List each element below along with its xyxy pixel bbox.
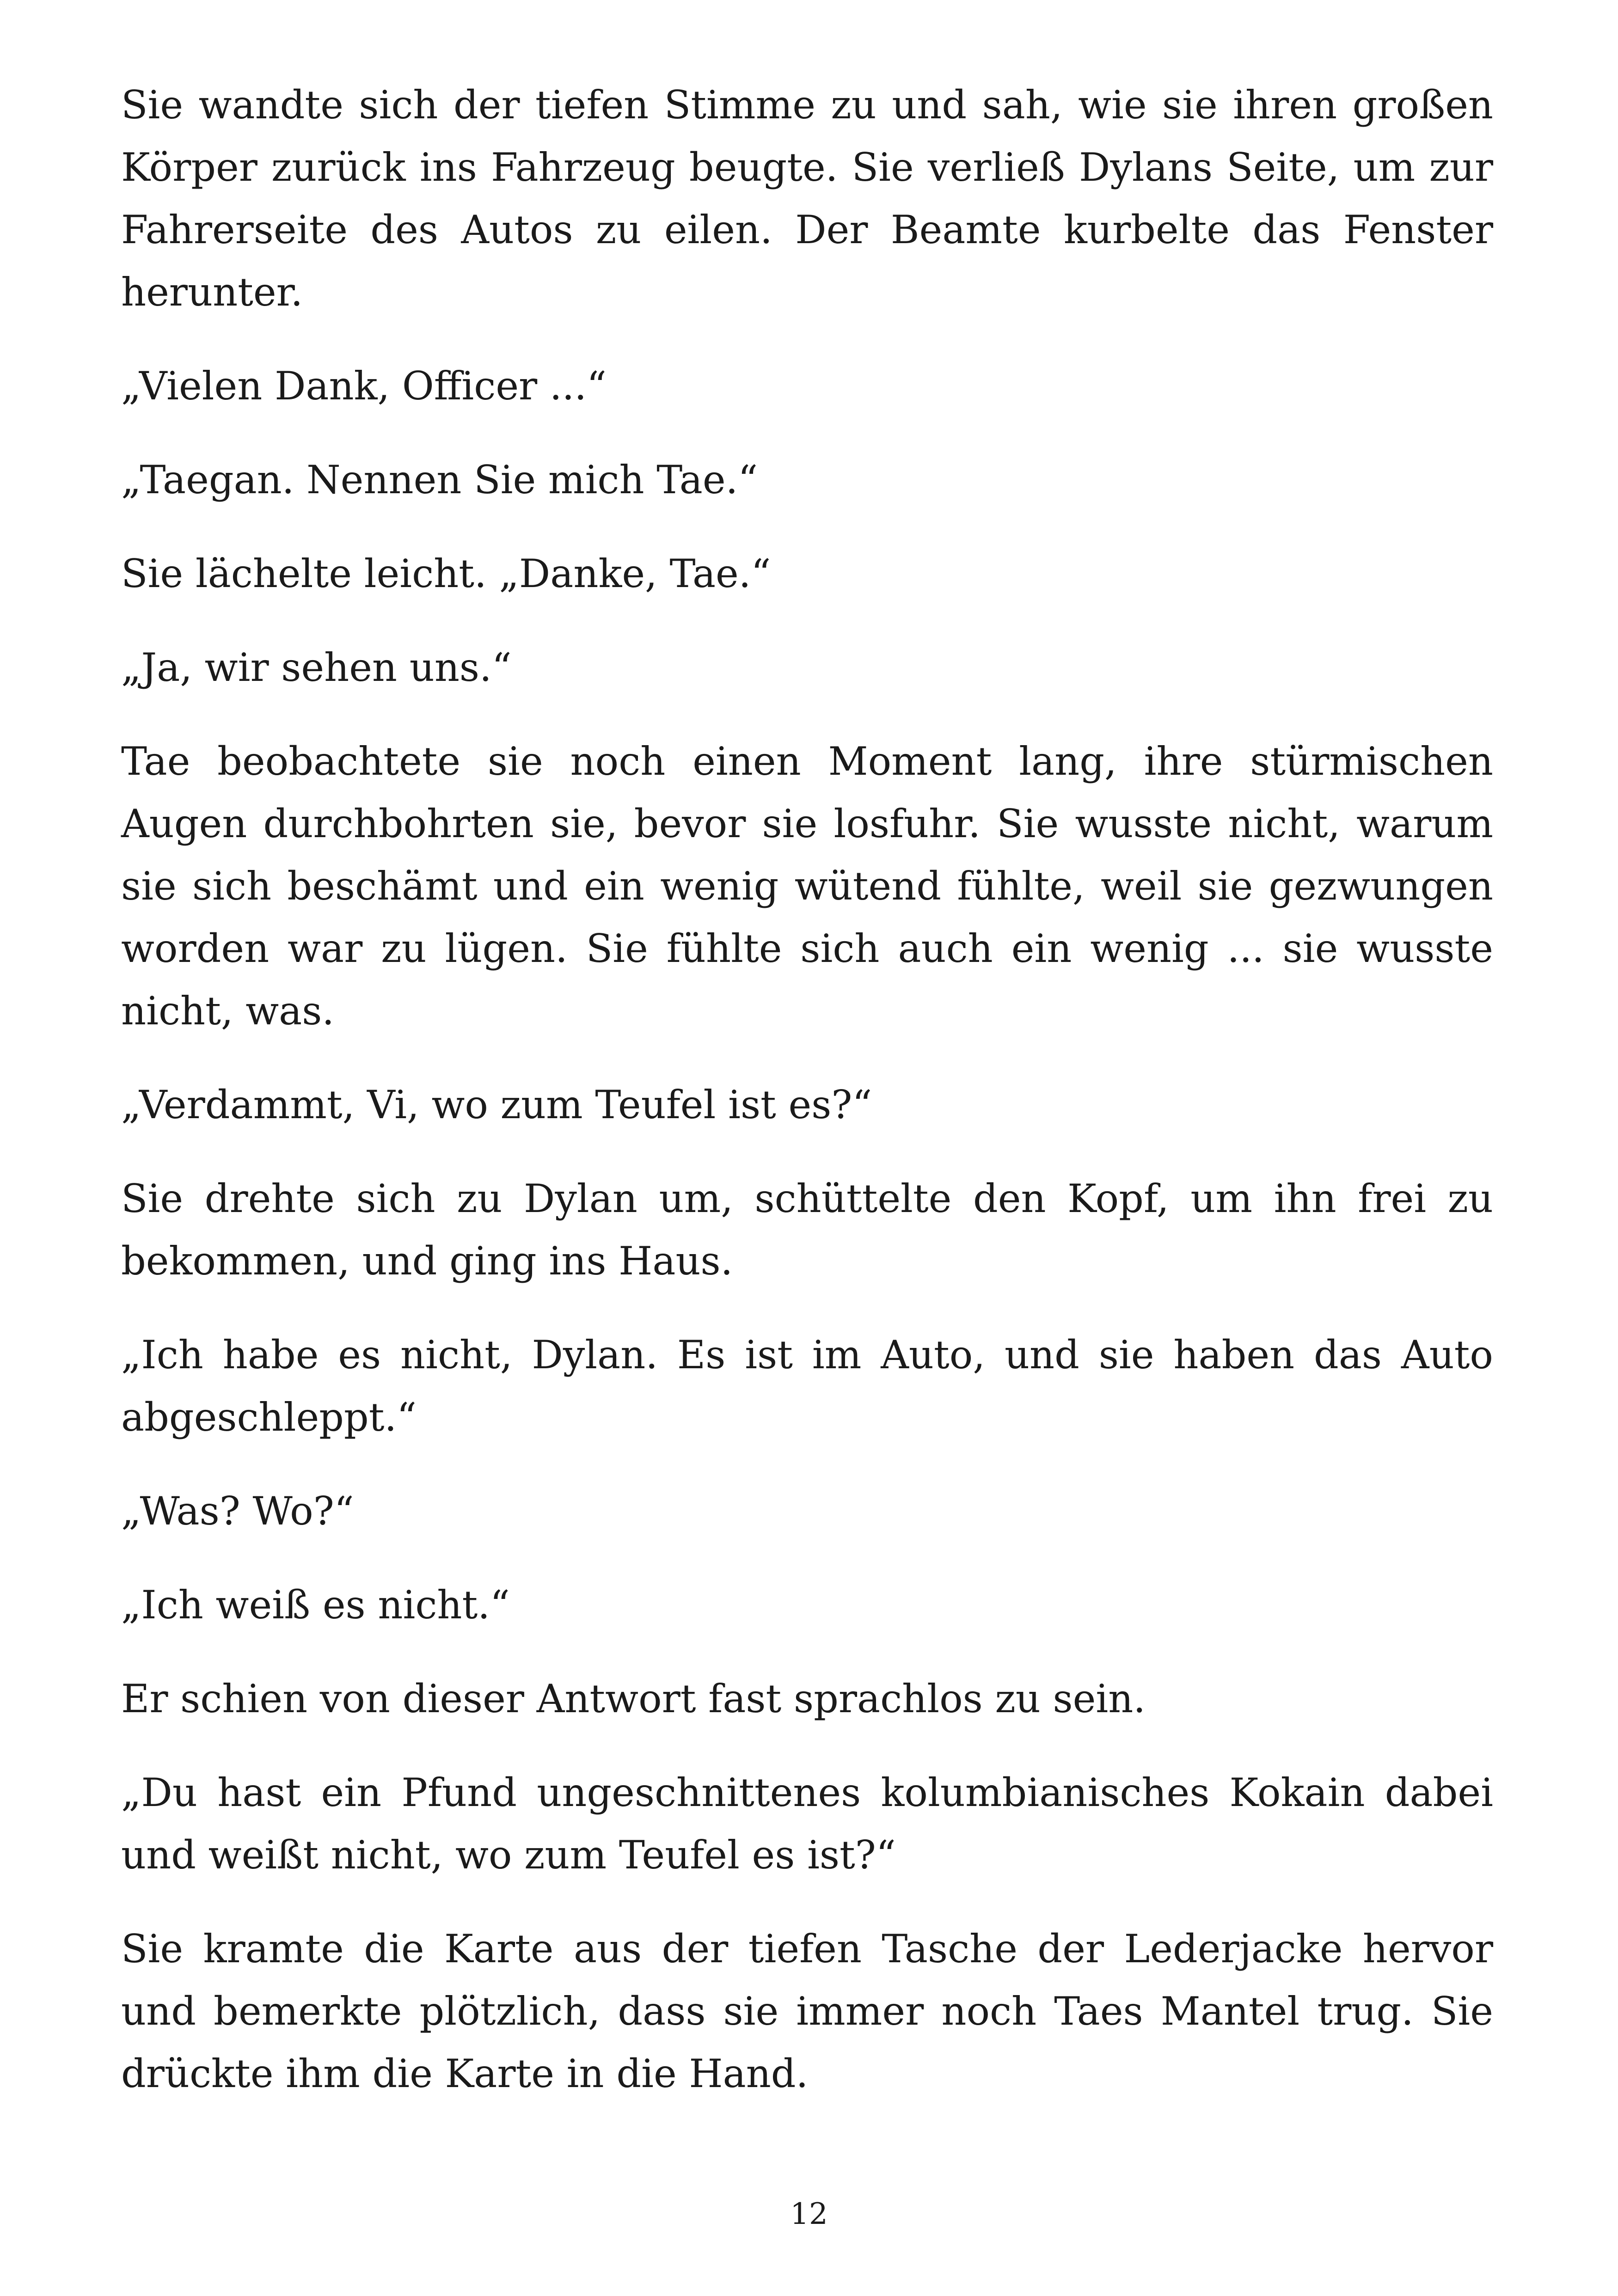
paragraph: Sie kramte die Karte aus der tiefen Tasche der Lederjacke hervor und bemerkte plötzlich, dass sie immer noch Taes Mantel trug. Sie drückte ihm die Karte in die Hand. (121, 1926, 1493, 2096)
paragraph: „Taegan. Nennen Sie mich Tae.“ (121, 457, 758, 502)
paragraph: „Was? Wo?“ (121, 1488, 354, 1534)
paragraph: „Ich weiß es nicht.“ (121, 1582, 510, 1628)
paragraph: Sie drehte sich zu Dylan um, schüttelte den Kopf, um ihn frei zu bekommen, und ging ins Haus. (121, 1176, 1493, 1284)
paragraph: Sie wandte sich der tiefen Stimme zu und sah, wie sie ihren großen Körper zurück ins Fahrzeug beugte. Sie verließ Dylans Seite, um zur Fahrerseite des Autos zu eilen. Der Beamte kurbelte das Fenster herunter. (121, 82, 1493, 315)
paragraph: „Vielen Dank, Officer ...“ (121, 363, 607, 409)
body-text (121, 74, 1493, 2137)
paragraph: Sie lächelte leicht. „Danke, Tae.“ (121, 551, 771, 596)
paragraph: Er schien von dieser Antwort fast sprachlos zu sein. (121, 1676, 1146, 1721)
paragraph: „Du hast ein Pfund ungeschnittenes kolumbianisches Kokain dabei und weißt nicht, wo zum Teufel es ist?“ (121, 1770, 1493, 1878)
paragraph: „Verdammt, Vi, wo zum Teufel ist es?“ (121, 1082, 872, 1127)
paragraph: „Ja, wir sehen uns.“ (121, 645, 512, 690)
paragraph: „Ich habe es nicht, Dylan. Es ist im Auto, und sie haben das Auto abgeschleppt.“ (121, 1332, 1493, 1440)
page-number: 12 (790, 2197, 828, 2231)
paragraph: Tae beobachtete sie noch einen Moment lang, ihre stürmischen Augen durchbohrten sie, bevor sie losfuhr. Sie wusste nicht, warum sie sich beschämt und ein wenig wütend fühlte, weil sie gezwungen worden war zu lügen. Sie fühlte sich auch ein wenig ... sie wusste nicht, was. (121, 739, 1493, 1034)
